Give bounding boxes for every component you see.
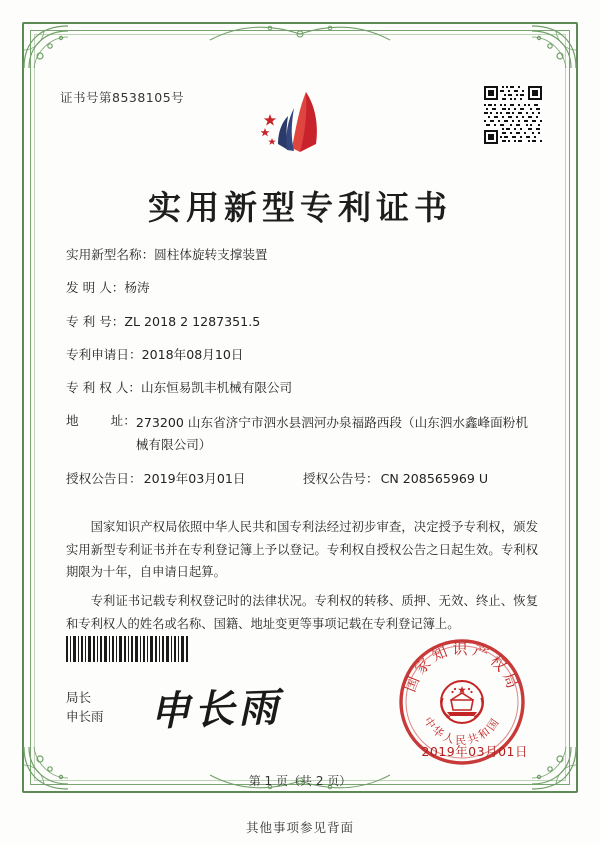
field-label: 实用新型名称：	[66, 247, 155, 262]
field-label: 专 利 权 人：	[66, 380, 141, 395]
field-label: 授权公告日：	[66, 471, 142, 487]
legal-text-block	[66, 516, 538, 642]
paragraph-2: 专利证书记载专利权登记时的法律状况。专利权的转移、质押、无效、终止、恢复和专利权人的姓名或名称、国籍、地址变更等事项记载在专利登记簿上。	[66, 594, 538, 631]
field-row-patentee	[66, 379, 540, 397]
grant-date-group	[66, 470, 303, 488]
barcode-icon	[66, 636, 188, 662]
corner-ornament-icon	[20, 20, 90, 72]
field-label: 地 址：	[66, 413, 136, 429]
field-row-inventor	[66, 279, 540, 297]
paragraph-1: 国家知识产权局依照中华人民共和国专利法经过初步审查，决定授予专利权，颁发实用新型专利证书并在专利登记簿上予以登记。专利权自授权公告之日起生效。专利权期限为十年，自申请日起算。	[66, 520, 538, 580]
field-label: 专 利 号：	[66, 313, 125, 329]
field-value: 2018年08月10日	[141, 346, 244, 362]
field-row-address	[66, 412, 540, 455]
svg-text:中华人民共和国: 中华人民共和国	[421, 714, 503, 747]
corner-ornament-icon	[510, 20, 580, 72]
field-value: 273200 山东省济宁市泗水县泗河办泉福路西段（山东泗水鑫峰面粉机械有限公司）	[135, 415, 528, 452]
page-number: 第 1 页（共 2 页）	[248, 774, 352, 788]
field-label: 发 明 人：	[66, 280, 125, 296]
director-title-block	[66, 688, 104, 727]
certificate-number: 证书号第8538105号	[60, 90, 185, 105]
svg-text:国家知识产权局: 国家知识产权局	[400, 640, 524, 695]
field-label: 授权公告号：	[303, 471, 379, 487]
field-row-utility-model-name	[66, 246, 540, 264]
field-row-patent-number	[66, 313, 540, 331]
field-value: 2019年03月01日	[143, 471, 246, 487]
fields-block	[66, 246, 540, 503]
field-value: 圆柱体旋转支撑装置	[154, 247, 268, 262]
footer-note: 其他事项参见背面	[245, 820, 354, 835]
top-edge-ornament-icon	[200, 20, 400, 46]
grant-number-group	[303, 470, 540, 488]
seal-date: 2019年03月01日	[421, 744, 528, 759]
field-value: 山东恒易凯丰机械有限公司	[140, 380, 293, 395]
director-name-line: 申长雨	[66, 709, 104, 725]
qr-code-icon	[484, 86, 542, 144]
handwritten-signature: 申长雨	[149, 683, 283, 736]
page-title: 实用新型专利证书	[148, 188, 452, 227]
field-value: ZL 2018 2 1287351.5	[124, 313, 261, 329]
field-value: CN 208565969 U	[380, 471, 489, 487]
field-row-grant-announcement	[66, 470, 540, 488]
cnipa-logo-icon	[248, 88, 352, 162]
director-title-line-1: 局长	[66, 690, 92, 705]
field-value: 杨涛	[124, 280, 150, 296]
field-label: 专利申请日：	[66, 346, 142, 362]
field-row-application-date	[66, 346, 540, 364]
